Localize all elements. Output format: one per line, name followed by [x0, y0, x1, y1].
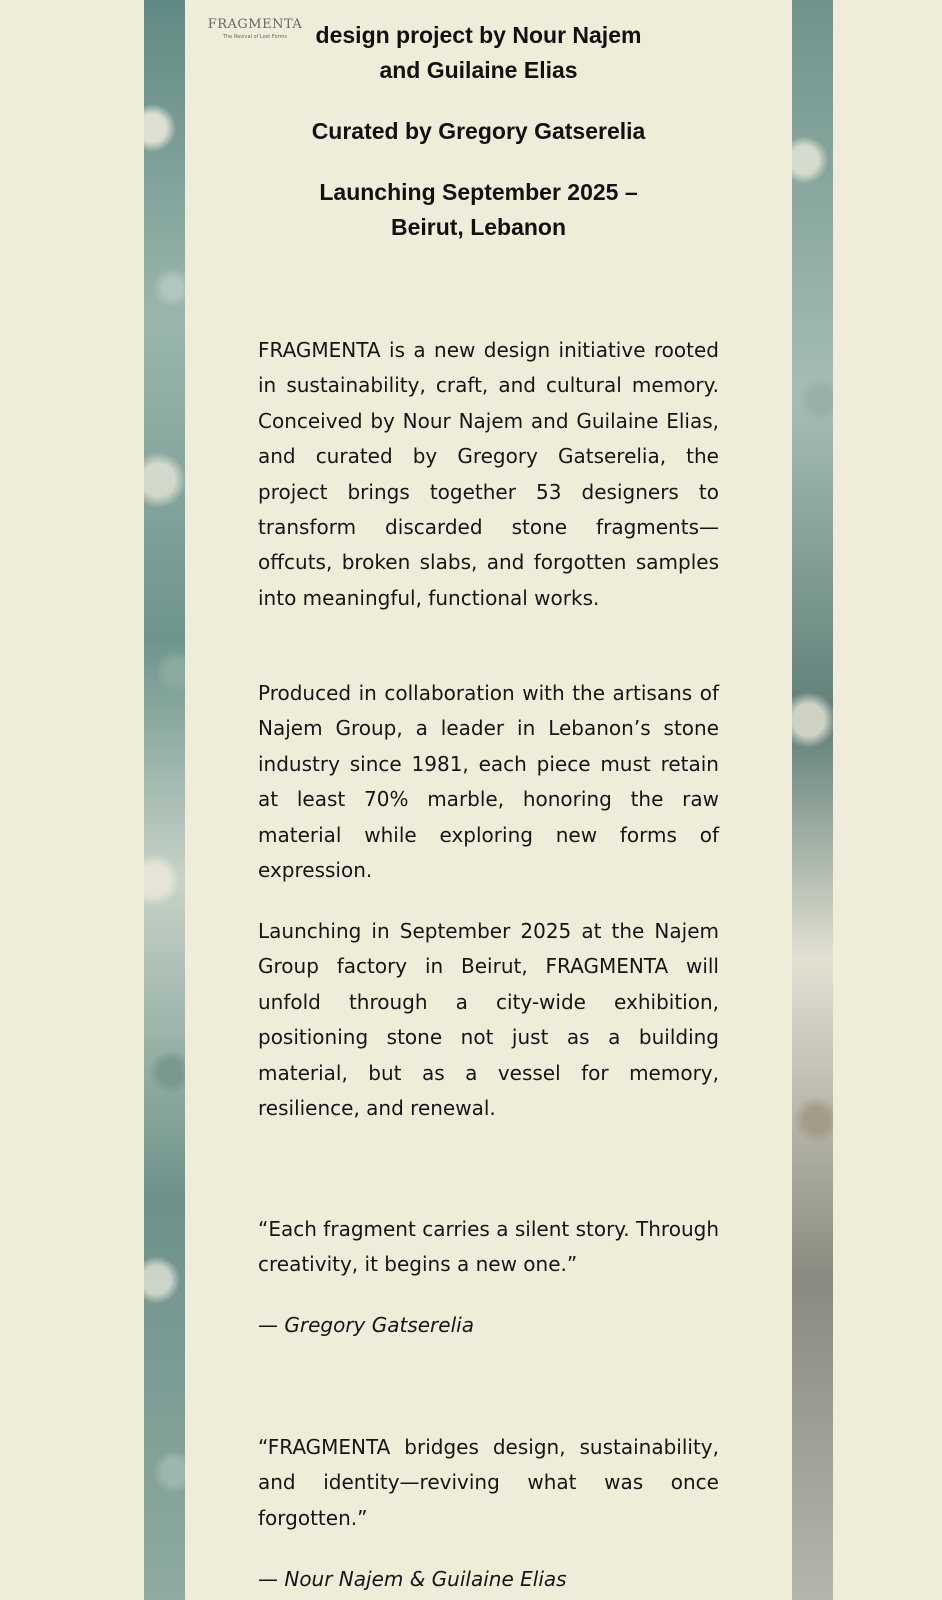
content-column — [185, 0, 792, 1600]
body-paragraph-launch: Launching in September 2025 at the Najem Group factory in Beirut, FRAGMENTA will unfold through a city-wide exhibition, positioning stone not just as a building material, but as a vessel for memory, resilience, and renewal. — [258, 919, 719, 1121]
header-launch: Launching September 2025 – Beirut, Lebanon — [319, 179, 638, 240]
header-project-credit: design project by Nour Najem and Guilaine Elias — [315, 22, 642, 83]
quote-author-curator: — Gregory Gatserelia — [258, 1313, 474, 1337]
stone-texture-left — [144, 0, 185, 1600]
stone-texture-right — [792, 0, 833, 1600]
quote-author-founders: — Nour Najem & Guilaine Elias — [258, 1567, 567, 1591]
header-curator: Curated by Gregory Gatserelia — [311, 118, 646, 144]
quote-text-founders: “FRAGMENTA bridges design, sustainability, and identity—reviving what was once forgotten.” — [258, 1435, 719, 1530]
logo-tagline: The Revival of Lost Forms — [222, 34, 288, 40]
body-paragraph-intro: FRAGMENTA is a new design initiative rooted in sustainability, craft, and cultural memory. Conceived by Nour Najem and Guilaine Elias, and curated by Gregory Gatserelia, the project brings together 53 designers to transform discarded stone fragments—offcuts, broken slabs, and forgotten samples into meaningful, functional works. — [258, 338, 719, 610]
quote-text-curator: “Each fragment carries a silent story. Through creativity, it begins a new one.” — [258, 1217, 719, 1277]
fragmenta-logo — [205, 17, 305, 41]
body-paragraph-production: Produced in collaboration with the artisans of Najem Group, a leader in Lebanon’s stone industry since 1981, each piece must retain at least 70% marble, honoring the raw material while exploring new forms of expression. — [258, 681, 719, 883]
logo-name: FRAGMENTA — [207, 17, 303, 32]
